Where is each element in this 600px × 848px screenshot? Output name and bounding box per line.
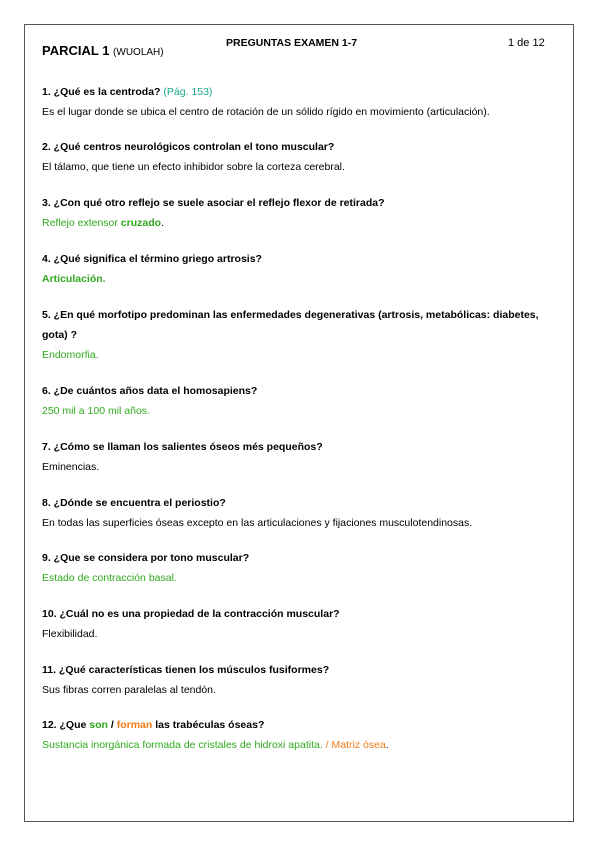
question-block-8 [42,493,552,533]
answer-12: Sustancia inorgánica formada de cristales de hidroxi apatita. / Matriz ósea. [42,739,389,751]
answer-5: Endomorfia. [42,349,99,361]
document-title [42,43,164,58]
term-son: son [89,719,108,731]
question-6: 6. ¿De cuántos años data el homosapiens? [42,385,258,397]
term-forman: forman [116,719,153,731]
answer-7: Eminencias. [42,461,100,473]
question-7: 7. ¿Cómo se llaman los salientes óseos més pequeños? [42,441,323,453]
answer-11: Sus fibras corren paralelas al tendón. [42,684,216,696]
title-source: (WUOLAH) [113,47,164,58]
page-reference: (Pág. 153) [163,86,213,98]
question-11: 11. ¿Qué características tienen los músculos fusiformes? [42,664,330,676]
answer-9: Estado de contracción basal. [42,572,177,584]
answer-1: Es el lugar donde se ubica el centro de rotación de un sólido rígido en movimiento (articulación). [42,106,490,118]
answer-12-forman: Matriz ósea [331,739,386,751]
question-block-2 [42,137,552,177]
question-block-5 [42,305,552,365]
question-10: 10. ¿Cuál no es una propiedad de la contracción muscular? [42,608,340,620]
question-block-10 [42,604,552,644]
question-block-6 [42,381,552,421]
question-block-11 [42,660,552,700]
section-title: PREGUNTAS EXAMEN 1-7 [226,37,358,49]
question-9: 9. ¿Que se considera por tono muscular? [42,552,250,564]
question-block-12 [42,715,552,755]
question-block-3 [42,193,552,233]
question-1: 1. ¿Qué es la centroda? (Pág. 153) [42,86,213,98]
question-block-7 [42,437,552,477]
page-indicator: 1 de 12 [508,37,545,49]
question-block-4 [42,249,552,289]
answer-4: Articulación. [42,273,106,285]
question-5: 5. ¿En qué morfotipo predominan las enfermedades degenerativas (artrosis, metabólicas: diabetes, gota) ? [42,309,539,341]
question-8: 8. ¿Dónde se encuentra el periostio? [42,497,226,509]
answer-6: 250 mil a 100 mil años. [42,405,150,417]
answer-12-son: Sustancia inorgánica formada de cristales de hidroxi apatita. [42,739,323,751]
answer-8: En todas las superficies óseas excepto en las articulaciones y fijaciones musculotendinosas. [42,517,473,529]
title-text: PARCIAL 1 [42,43,110,58]
question-block-1 [42,82,552,122]
question-block-9 [42,548,552,588]
answer-10: Flexibilidad. [42,628,98,640]
answer-2: El tálamo, que tiene un efecto inhibidor sobre la corteza cerebral. [42,161,345,173]
answer-3-emphasis: cruzado [120,217,162,229]
question-2: 2. ¿Qué centros neurológicos controlan el tono muscular? [42,141,335,153]
question-12: 12. ¿Que son / forman las trabéculas óseas? [42,719,265,731]
answer-3: Reflejo extensor cruzado. [42,217,164,229]
question-4: 4. ¿Qué significa el término griego artrosis? [42,253,262,265]
question-3: 3. ¿Con qué otro reflejo se suele asociar el reflejo flexor de retirada? [42,197,385,209]
